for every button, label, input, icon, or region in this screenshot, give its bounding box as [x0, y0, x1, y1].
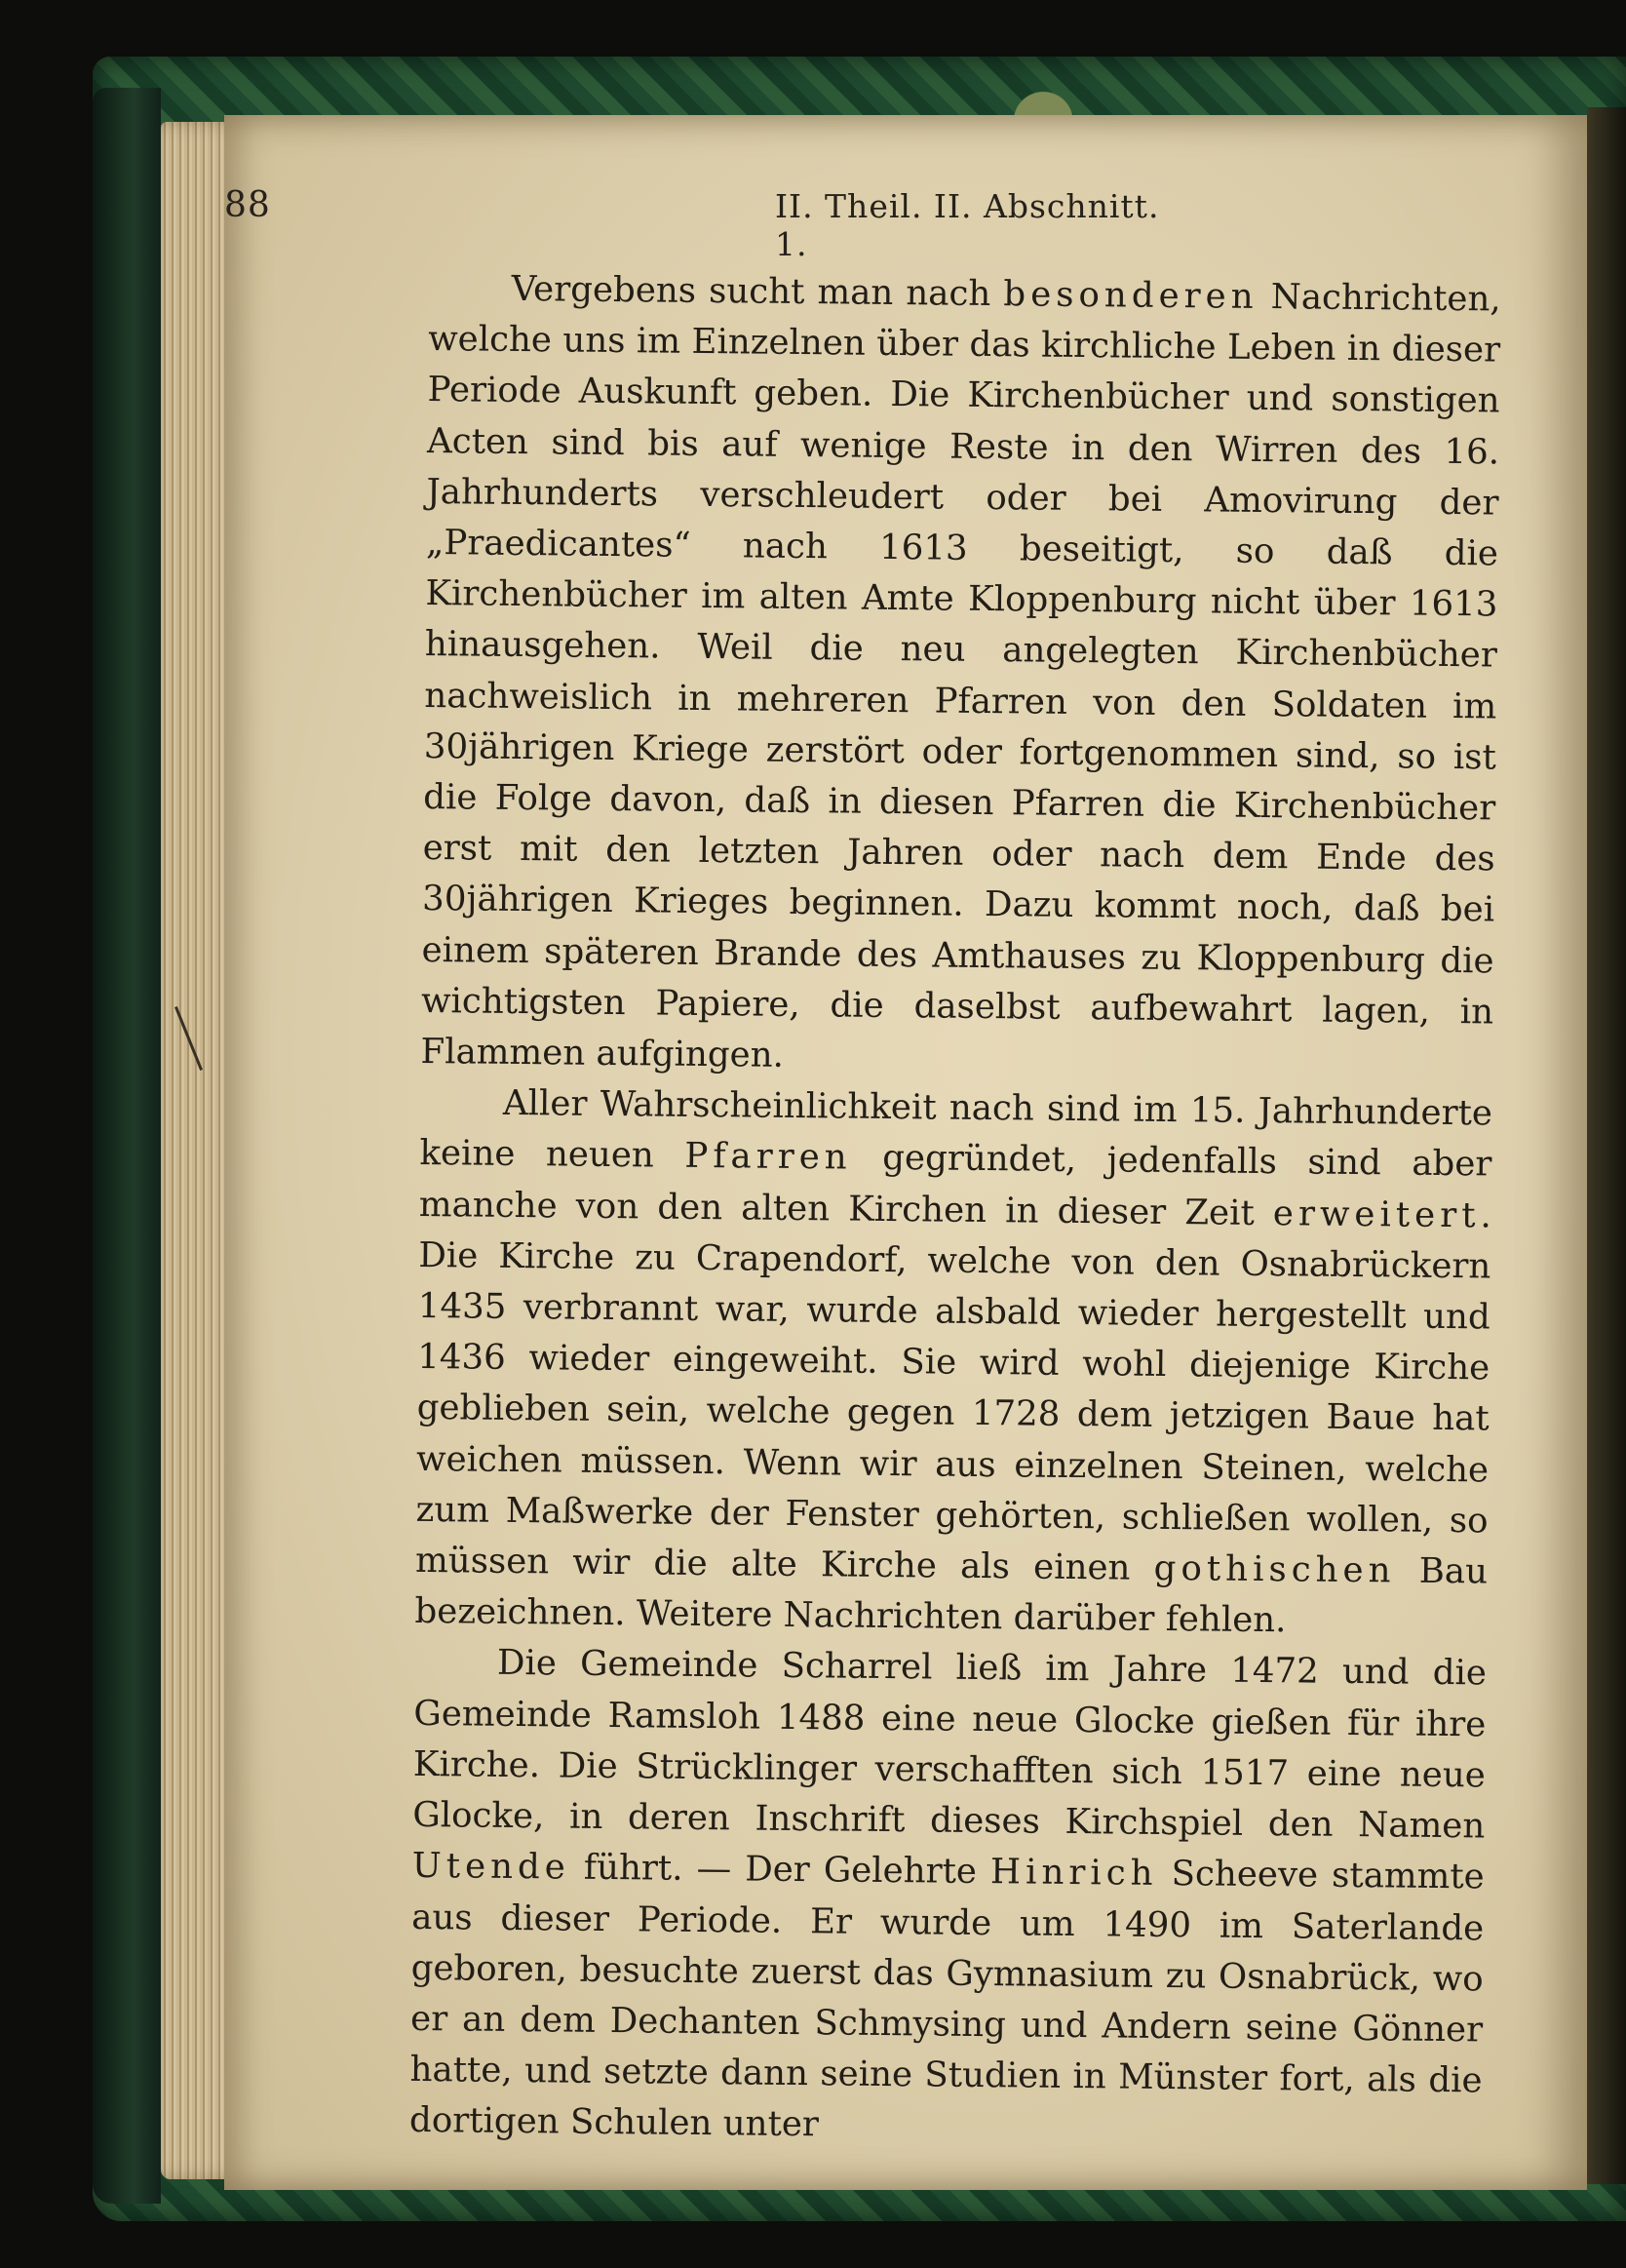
book-spine: [93, 88, 161, 2204]
paragraph: [409, 1637, 1487, 2158]
emphasis-run: besonderen: [1003, 274, 1258, 317]
emphasis-run: erweitert: [1272, 1193, 1481, 1236]
running-head: [224, 185, 1199, 263]
paragraph: [420, 263, 1501, 1089]
paragraph: [414, 1077, 1492, 1649]
emphasis-run: Hinrich: [989, 1852, 1158, 1895]
emphasis-run: Pfarren: [684, 1136, 852, 1179]
text-run: gegründet, jedenfalls sind aber manche von den alten Kirchen in dieser Zeit: [418, 1138, 1492, 1233]
text-run: Bau bezeichnen. Weitere Nachrichten darüber fehlen.: [414, 1550, 1489, 1641]
gutter-shadow: [1587, 107, 1626, 2184]
text-run: . Die Kirche zu Crapendorf, welche von den Osnabrückern 1435 verbrannt war, wurde alsbald wieder hergestellt und 1436 wieder eingeweiht. Sie wird wohl diejenige Kirche geblieben sein, welche gegen 1728 dem jetzigen Baue hat weichen müssen. Wenn wir aus einzelnen Steinen, welche zum Maßwerke der Fenster gehörten, schließen wollen, so müssen wir die alte Kirche als einen: [414, 1195, 1492, 1588]
page-number: 88: [224, 185, 271, 225]
text-run: Nachrichten, welche uns im Einzelnen über das kirchliche Leben in dieser Periode Auskunft geben. Die Kirchenbücher und sonstigen Acten sind bis auf wenige Reste in den Wirren des 16. Jahrhunderts verschleudert oder bei Amovirung der „Praedicantes“ nach 1613 beseitigt, so daß die Kirchenbücher im alten Amte Kloppenburg nicht über 1613 hinausgehen. Weil die neu angelegten Kirchenbücher nachweislich in mehreren Pfarren von den Soldaten im 30jährigen Kriege zerstört oder fortgenommen sind, so ist die Folge davon, daß in diesen Pfarren die Kirchenbücher erst mit den letzten Jahren oder nach dem Ende des 30jährigen Krieges beginnen. Dazu kommt noch, daß bei einem späteren Brande des Amthauses zu Kloppenburg die wichtigsten Papiere, die daselbst aufbewahrt lagen, in Flammen aufgingen.: [420, 276, 1501, 1075]
text-run: Scheeve stammte aus dieser Periode. Er wurde um 1490 im Saterlande geboren, besuchte zuerst das Gymnasium zu Osnabrück, wo er an dem Dechanten Schmysing und Andern seine Gönner hatte, und setzte dann seine Studien in Münster fort, als die dortigen Schulen unter: [408, 1854, 1485, 2145]
text-run: Die Gemeinde Scharrel ließ im Jahre 1472 und die Gemeinde Ramsloh 1488 eine neue Glocke gießen für ihre Kirche. Die Strücklinger verschafften sich 1517 eine neue Glocke, in deren Inschrift dieses Kirchspiel den Namen: [412, 1643, 1488, 1847]
section-heading: II. Theil. II. Abschnitt. 1.: [775, 187, 1160, 263]
body-text: [409, 263, 1501, 2158]
text-run: Aller Wahrscheinlichkeit nach sind im 15. Jahrhunderte keine neuen: [419, 1083, 1493, 1177]
emphasis-run: Utende: [411, 1846, 571, 1888]
emphasis-run: gothischen: [1153, 1547, 1396, 1591]
text-run: führt. — Der Gelehrte: [569, 1847, 991, 1893]
text-run: Vergebens sucht man nach: [511, 268, 1004, 315]
